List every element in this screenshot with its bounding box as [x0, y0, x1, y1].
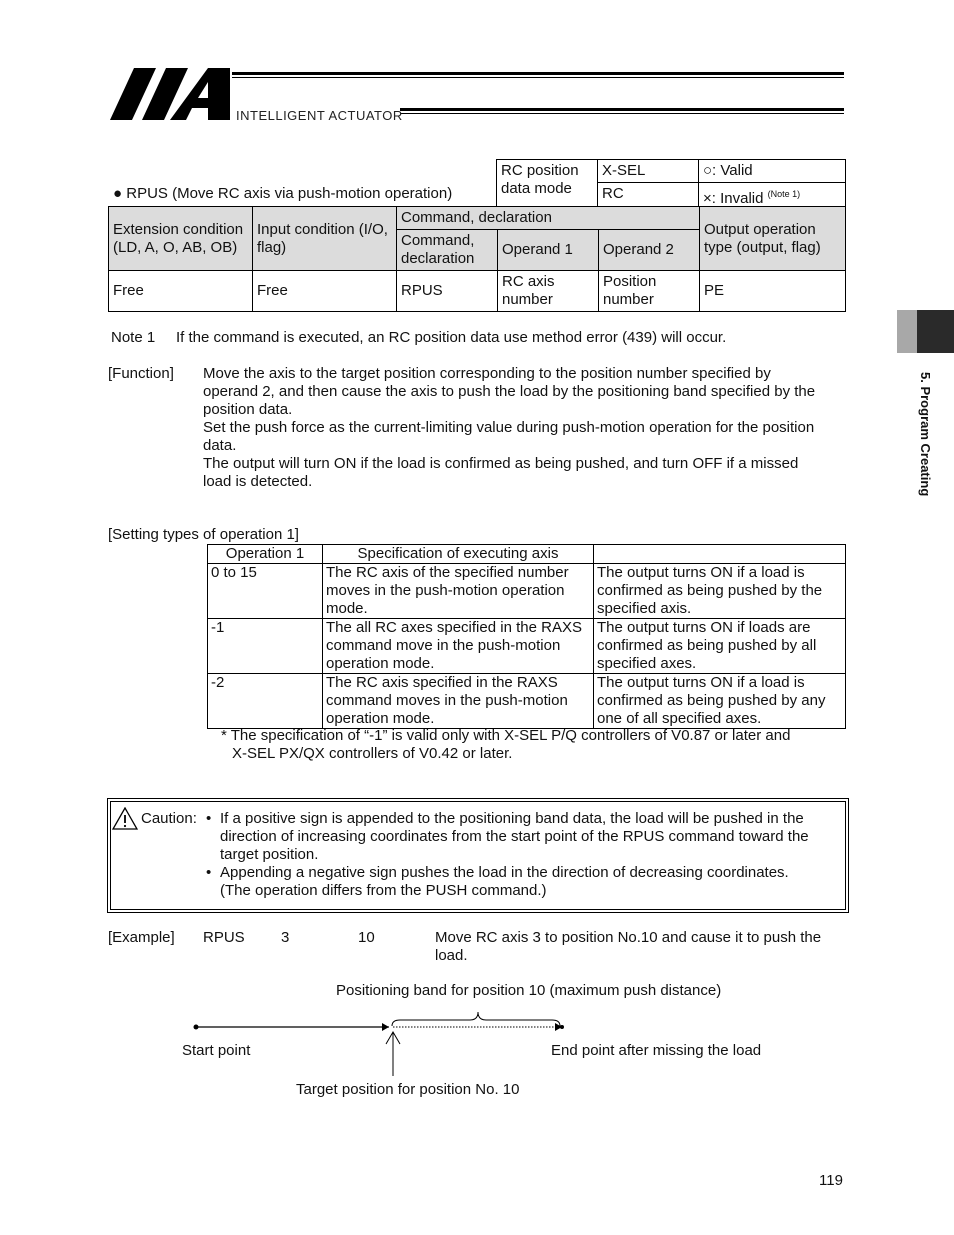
function-line: data. — [203, 437, 237, 454]
header-rule-top — [232, 72, 844, 75]
bullet-icon: • — [206, 810, 212, 827]
validity-table — [496, 159, 846, 211]
example-operand2: 10 — [358, 929, 375, 946]
setting-header: Operation 1 — [208, 545, 323, 564]
validity-mode-label: RC position data mode — [497, 160, 598, 211]
header-operand1: Operand 1 — [498, 230, 599, 271]
command-title: ● RPUS (Move RC axis via push-motion operation) — [113, 185, 453, 202]
header-input: Input condition (I/O, flag) — [253, 207, 397, 271]
bullet-icon: • — [206, 864, 212, 881]
function-label: [Function] — [108, 365, 174, 382]
command-table — [108, 206, 846, 312]
brand-name: INTELLIGENT ACTUATOR — [236, 108, 403, 123]
setting-types-title: [Setting types of operation 1] — [108, 526, 299, 543]
caution-bullet: Appending a negative sign pushes the load in the direction of decreasing coordinates. (The operation differs from the PUSH command.) — [220, 864, 789, 899]
end-label: End point after missing the load — [551, 1042, 762, 1059]
iai-logo-icon — [110, 68, 234, 122]
example-operand1: 3 — [281, 929, 290, 946]
setting-types-table — [207, 544, 846, 729]
header-rule-top-thin — [232, 77, 844, 78]
header-command: Command, declaration — [397, 230, 498, 271]
example-description: Move RC axis 3 to position No.10 and cause it to push the load. — [435, 929, 822, 964]
validity-controller: RC — [598, 183, 699, 211]
header-rule-bottom-thin — [400, 113, 844, 114]
cell-operand2: Position number — [599, 271, 700, 312]
table-row — [208, 674, 846, 729]
target-arrowhead — [382, 1023, 389, 1031]
function-line: load is detected. — [203, 473, 313, 490]
validity-status-cell: ×: Invalid $^{(Note 1)}$ — [699, 183, 846, 211]
warning-icon — [112, 807, 138, 830]
header-extension: Extension condition (LD, A, O, AB, OB) — [109, 207, 253, 271]
table-row — [208, 619, 846, 674]
example-command: RPUS — [203, 929, 245, 946]
setting-footnote: * The specification of “-1” is valid only with X-SEL P/Q controllers of V0.87 or later and — [221, 727, 791, 744]
header-command-group: Command, declaration — [397, 207, 700, 230]
page-number: 119 — [819, 1172, 843, 1189]
chapter-tab — [897, 310, 954, 353]
example-label: [Example] — [108, 929, 175, 946]
setting-spec: The RC axis of the specified number moves in the push-motion operation mode. — [323, 564, 594, 619]
function-line: Move the axis to the target position corresponding to the position number specified by — [203, 365, 771, 382]
function-line: The output will turn ON if the load is confirmed as being pushed, and turn OFF if a missed — [203, 455, 799, 472]
header-rule-bottom — [400, 108, 844, 111]
setting-output: The output turns ON if a load is confirmed as being pushed by the specified axis. — [594, 564, 846, 619]
band-label: Positioning band for position 10 (maximum push distance) — [336, 982, 722, 999]
function-line: Set the push force as the current-limiting value during push-motion operation for the position — [203, 419, 815, 436]
brace-icon — [392, 1012, 560, 1026]
note-ref: (Note 1) — [767, 189, 801, 199]
end-point-dot — [560, 1025, 564, 1029]
setting-spec: The RC axis specified in the RAXS command moves in the push-motion operation mode. — [323, 674, 594, 729]
start-point-dot — [194, 1025, 199, 1030]
target-pointer-arrow — [386, 1032, 400, 1044]
function-line: operand 2, and then cause the axis to push the load by the positioning band specified by the — [203, 383, 816, 400]
cell-operand1: RC axis number — [498, 271, 599, 312]
caution-label: Caution: — [141, 810, 197, 827]
header-output: Output operation type (output, flag) — [700, 207, 846, 271]
table-row — [208, 564, 846, 619]
setting-output: The output turns ON if loads are confirmed as being pushed by all specified axes. — [594, 619, 846, 674]
validity-controller: X-SEL — [598, 160, 699, 183]
setting-op: -2 — [208, 674, 323, 729]
note1-label: Note 1 — [111, 329, 156, 346]
header-operand2: Operand 2 — [599, 230, 700, 271]
setting-spec: The all RC axes specified in the RAXS command move in the push-motion operation mode. — [323, 619, 594, 674]
cell-command: RPUS — [397, 271, 498, 312]
caution-bullet: If a positive sign is appended to the positioning band data, the load will be pushed in the direction of increasing coordinates from the start point of the RPUS command toward the target position. — [220, 810, 809, 863]
cell-input: Free — [253, 271, 397, 312]
setting-op: 0 to 15 — [208, 564, 323, 619]
setting-header — [594, 545, 846, 564]
function-line: position data. — [203, 401, 293, 418]
setting-output: The output turns ON if a load is confirmed as being pushed by any one of all specified axes. — [594, 674, 846, 729]
validity-status: ○: Valid — [699, 160, 846, 183]
cell-extension: Free — [109, 271, 253, 312]
function-text — [203, 365, 853, 491]
note1-text: If the command is executed, an RC position data use method error (439) will occur. — [176, 329, 727, 346]
bullet-icon: ● — [113, 185, 123, 202]
setting-header: Specification of executing axis — [323, 545, 594, 564]
setting-footnote: X-SEL PX/QX controllers of V0.42 or later. — [232, 745, 513, 762]
end-arrowhead — [555, 1023, 562, 1031]
chapter-label: 5. Program Creating — [918, 372, 933, 497]
setting-op: -1 — [208, 619, 323, 674]
start-label: Start point — [182, 1042, 251, 1059]
cell-output: PE — [700, 271, 846, 312]
target-label: Target position for position No. 10 — [296, 1081, 520, 1098]
